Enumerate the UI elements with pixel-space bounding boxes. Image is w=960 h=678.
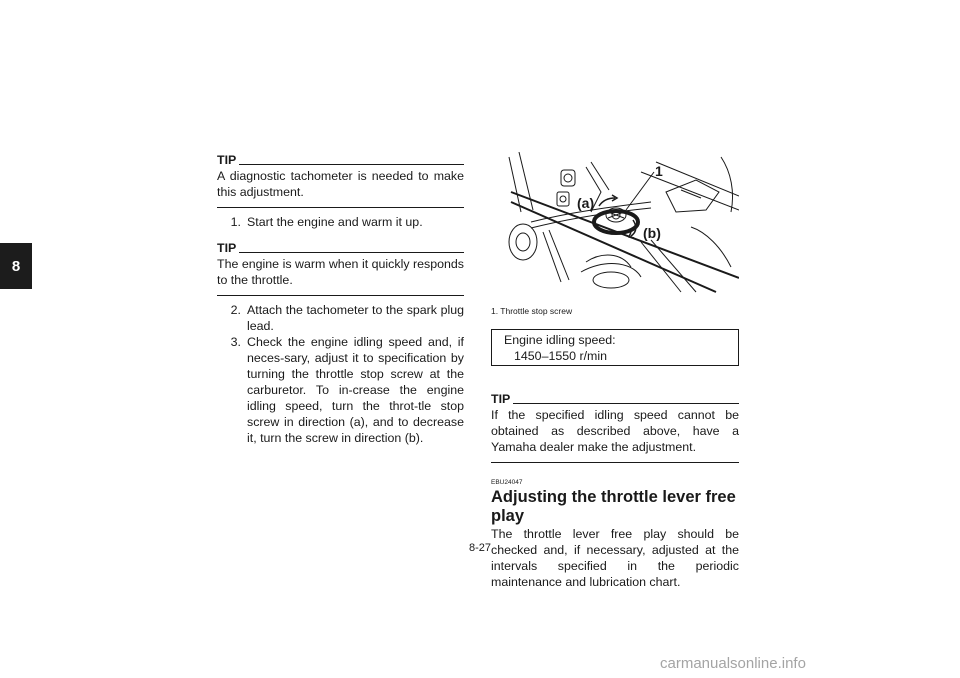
tip-heading [217,152,464,168]
section-code: EBU24047 [491,479,523,486]
tip-label: TIP [217,241,237,255]
chapter-tab: 8 [0,243,32,289]
divider [217,207,464,208]
figure-label-1: 1 [655,163,663,179]
figure-label-b: (b) [643,225,661,241]
step-list [217,302,464,446]
step-item [217,334,464,446]
tip-heading [491,391,739,407]
tip-text: A diagnostic tachometer is needed to make this adjustment. [217,169,464,199]
left-column [217,152,464,446]
tip-heading [217,240,464,256]
tip-label: TIP [217,153,237,167]
right-column [491,152,739,590]
tip-text: If the specified idling speed cannot be obtained as described above, have a Yamaha dealer make the adjustment. [491,408,739,454]
step-item [217,214,464,230]
step-list [217,214,464,230]
carburetor-illustration [491,152,739,294]
section-title: Adjusting the throttle lever free play [491,488,736,525]
step-text: Start the engine and warm it up. [247,215,423,229]
watermark: carmanualsonline.info [660,655,806,672]
spec-value: 1450–1550 r/min [514,349,607,363]
figure-label-a: (a) [577,195,595,211]
step-text: Check the engine idling speed and, if neces-sary, adjust it to specification by turning the throttle stop screw at the carburetor. To in-crease the engine idling speed, turn the throt-tle stop screw in direction (a), and to decrease it, turn the screw in direction (b). [247,335,464,445]
step-item [217,302,464,334]
page-number: 8-27 [468,542,492,554]
step-number: 1. [230,215,241,229]
divider [217,295,464,296]
step-number: 3. [230,335,241,349]
spec-label: Engine idling speed: [504,333,616,347]
figure-caption: 1. Throttle stop screw [491,306,573,316]
tip-label: TIP [491,392,511,406]
tip-text: The engine is warm when it quickly responds to the throttle. [217,257,464,287]
carburetor-figure [491,152,739,294]
step-text: Attach the tachometer to the spark plug lead. [247,303,464,333]
step-number: 2. [230,303,241,317]
divider [491,462,739,463]
spec-box [491,329,739,366]
section-text: The throttle lever free play should be checked and, if necessary, adjusted at the intervals specified in the periodic maintenance and lubrication chart. [491,527,739,589]
